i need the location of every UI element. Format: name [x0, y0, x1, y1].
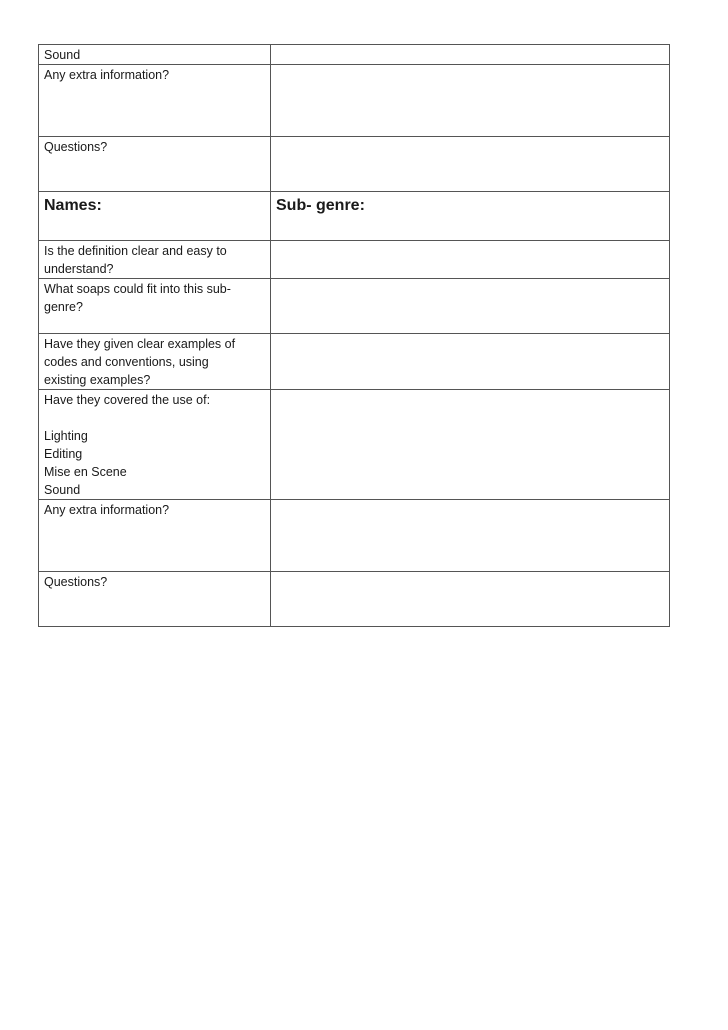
answer-cell[interactable]: [271, 572, 670, 627]
row-label-cell: [39, 500, 271, 572]
row-label-cell: [39, 572, 271, 627]
table-row: [39, 572, 670, 627]
names-heading: Names:: [44, 197, 102, 214]
row-label: Have they covered the use of: Lighting Editing Mise en Scene Sound: [44, 393, 211, 497]
names-heading-cell[interactable]: [39, 192, 271, 241]
answer-cell[interactable]: [271, 279, 670, 334]
answer-cell[interactable]: [271, 137, 670, 192]
answer-cell[interactable]: [271, 65, 670, 137]
row-label: Any extra information?: [44, 503, 170, 517]
row-label-cell: [39, 65, 271, 137]
row-label: Questions?: [44, 140, 108, 154]
row-label: What soaps could fit into this sub- genre?: [44, 282, 231, 314]
row-label: Is the definition clear and easy to understand?: [44, 244, 227, 276]
answer-cell[interactable]: [271, 241, 670, 279]
row-label-cell: [39, 334, 271, 390]
table-row: [39, 279, 670, 334]
sub-genre-heading: Sub- genre:: [276, 197, 365, 214]
table-row: [39, 241, 670, 279]
table-row: [39, 192, 670, 241]
table-row: [39, 500, 670, 572]
answer-cell[interactable]: [271, 390, 670, 500]
review-sheet: [38, 44, 668, 627]
table-row: [39, 390, 670, 500]
answer-cell[interactable]: [271, 45, 670, 65]
table-row: [39, 45, 670, 65]
row-label-cell: [39, 241, 271, 279]
row-label-cell: [39, 390, 271, 500]
table-row: [39, 137, 670, 192]
table-row: [39, 334, 670, 390]
row-label-cell: [39, 45, 271, 65]
answer-cell[interactable]: [271, 334, 670, 390]
row-label: Sound: [44, 48, 81, 62]
answer-cell[interactable]: [271, 500, 670, 572]
sub-genre-heading-cell[interactable]: [271, 192, 670, 241]
table-row: [39, 65, 670, 137]
row-label: Questions?: [44, 575, 108, 589]
row-label: Any extra information?: [44, 68, 170, 82]
row-label-cell: [39, 279, 271, 334]
review-table: [38, 44, 670, 627]
row-label: Have they given clear examples of codes and conventions, using existing examples?: [44, 337, 236, 387]
row-label-cell: [39, 137, 271, 192]
